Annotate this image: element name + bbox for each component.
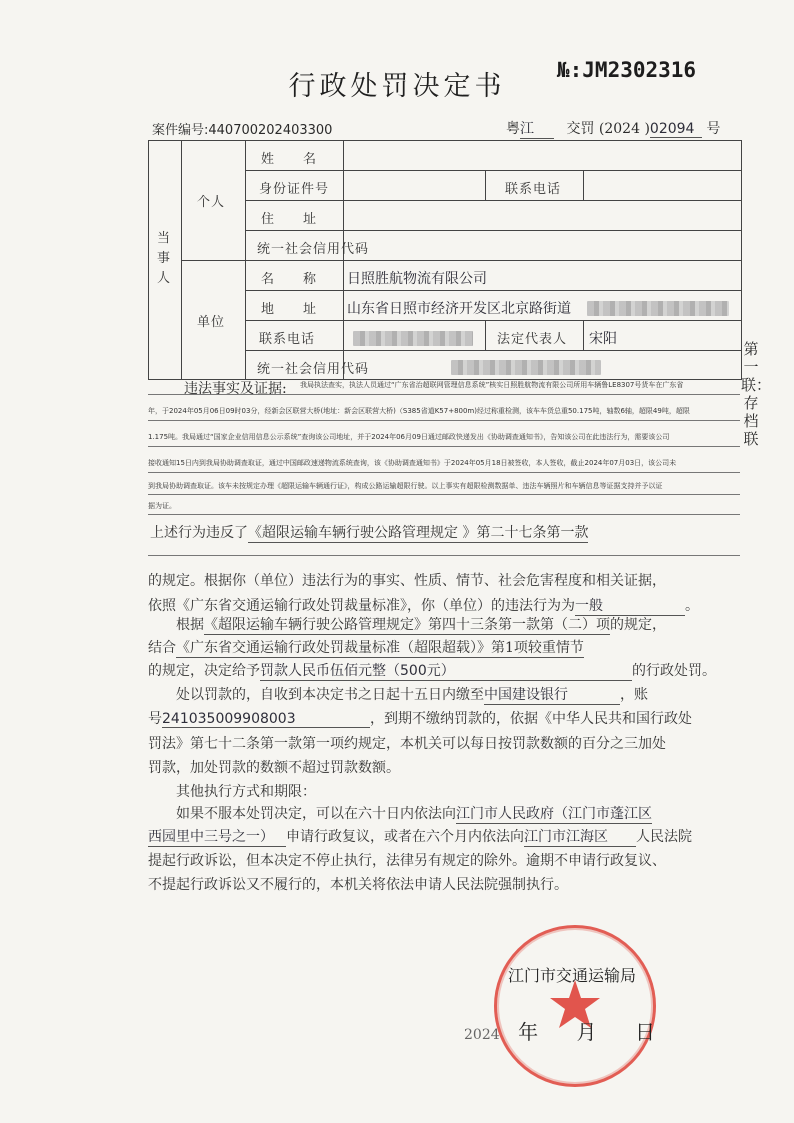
para2-law-2: 《广东省交通运输行政处罚裁量标准（超限超载）》第1项较重情节 — [176, 637, 584, 658]
id-label: 身份证件号 — [259, 182, 330, 197]
para2-law-1: 《超限运输车辆行驶公路管理规定》第四十三条第一款第（二）项 — [204, 614, 610, 635]
ref-type: 交罚 — [566, 121, 595, 137]
para4-line2 — [148, 826, 692, 847]
violated-law: 《超限运输车辆行驶公路管理规定 》第二十七条第一款 — [248, 522, 588, 543]
para2-line3-prefix: 的规定，决定给予 — [148, 663, 260, 679]
official-seal — [494, 925, 656, 1087]
unit-name-value: 日照胜航物流有限公司 — [347, 271, 487, 287]
para1-line1: 的规定。根据你（单位）违法行为的事实、性质、情节、社会危害程度和相关证据， — [148, 573, 666, 589]
ref-prefix: 粤 — [506, 121, 520, 137]
facts-line-6: 据为证。 — [148, 502, 176, 510]
unit-phone-label: 联系电话 — [259, 332, 316, 347]
date-day-char: 日 — [635, 1020, 655, 1044]
legal-rep-label: 法定代表人 — [497, 332, 568, 347]
individual-label: 个人 — [197, 195, 226, 210]
para3-line1-suffix: ，账 — [620, 687, 648, 703]
case-number-value: 440700202403300 — [208, 123, 333, 138]
facts-line-4: 接收通知15日内到我局协助调查取证，通过中国邮政速递物流系统查询，该《协助调查通知书》于2024年05月18日被签收，本人签收，截止2024年07月03日，该公司未 — [148, 459, 677, 467]
payment-account: 241035009908003 — [162, 711, 370, 728]
para2-line3-suffix: 的行政处罚。 — [632, 663, 716, 679]
para2-line1-suffix: 的规定， — [610, 617, 666, 633]
date-year: 2024 — [464, 1027, 500, 1043]
unit-name-label: 名 称 — [261, 272, 318, 287]
para3-line1 — [148, 684, 648, 705]
unit-address-value: 山东省日照市经济开发区北京路街道 — [347, 301, 571, 317]
para4-line3: 提起行政诉讼，但本决定不停止执行，法律另有规定的除外。逾期不申请行政复议、 — [148, 853, 666, 869]
para3-line2 — [148, 708, 692, 728]
facts-line-2: 年，于2024年05月06日09时03分，经新会区联营大桥(地址：新会区联营大桥)（S385省道K57+800m)经过称重检测，该车车货总重50.175吨，轴数6轴，超限49吨，超限 — [148, 407, 690, 415]
document-number: №:JM2302316 — [557, 58, 697, 82]
para3-line4: 罚款，加处罚款的数额不超过罚款数额。 — [148, 760, 400, 776]
para2-line2 — [148, 637, 584, 658]
penalty-amount: 罚款人民币伍佰元整（500元） — [260, 660, 632, 681]
reference-number — [506, 118, 720, 139]
facts-label: 违法事实及证据: — [184, 381, 287, 397]
issuing-authority: 江门市交通运输局 — [508, 966, 637, 985]
phone-label: 联系电话 — [505, 182, 562, 197]
violation-grade: 一般 — [575, 595, 685, 616]
para4-line4: 不提起行政诉讼又不履行的，本机关将依法申请人民法院强制执行。 — [148, 877, 568, 893]
para2-line1 — [148, 614, 666, 635]
case-number — [152, 119, 332, 138]
para2-line3 — [148, 660, 716, 681]
redacted-ucc — [451, 360, 601, 375]
ref-suffix: 号 — [706, 121, 721, 137]
para4-line1-prefix: 如果不服本处罚决定，可以在六十日内依法向 — [148, 806, 456, 822]
party-group-label: 当事人 — [157, 231, 172, 286]
legal-rep-value: 宋阳 — [589, 331, 617, 347]
case-number-label: 案件编号: — [152, 123, 209, 138]
review-authority: 江门市人民政府（江门市蓬江区 — [456, 803, 652, 824]
address-label: 住 址 — [261, 212, 318, 227]
facts-line-3: 1.175吨。我局通过“国家企业信用信息公示系统”查询该公司地址，并于2024年06月09日通过邮政快递发出《协助调查通知书》，告知该公司在此违法行为，需要该公司 — [148, 433, 670, 441]
para3-line1-prefix: 处以罚款的，自收到本决定书之日起十五日内缴至 — [148, 687, 484, 703]
copy-type-label: 第一联：存档联 — [741, 340, 772, 448]
other-execution-label: 其他执行方式和期限： — [148, 784, 316, 800]
para1-line2 — [148, 595, 699, 616]
para3-line3: 罚法》第七十二条第一款第一项约规定，本机关可以每日按罚款数额的百分之三加处 — [148, 736, 666, 752]
para4-line1 — [148, 803, 652, 824]
ref-serial: 02094 — [650, 121, 702, 138]
ucc-label: 统一社会信用代码 — [257, 242, 370, 257]
party-table — [148, 140, 742, 380]
name-label: 姓 名 — [261, 152, 318, 167]
date-month-char: 月 — [576, 1020, 597, 1044]
para1-line2-suffix: 。 — [685, 598, 699, 614]
para4-line2-suffix: 人民法院 — [636, 829, 692, 845]
para1-line2-prefix: 依照《广东省交通运输行政处罚裁量标准》，你（单位）的违法行为为 — [148, 598, 575, 614]
ref-city: 江 — [520, 118, 554, 139]
ref-year: (2024 ) — [598, 121, 650, 137]
date-year-char: 年 — [518, 1020, 539, 1044]
facts-line-5: 到我局协助调查取证。该车未按规定办理《超限运输车辆通行证》，构成公路运输超限行驶。以上事实有超限检测数据单、违法车辆照片和车辆信息等证据支持并予以证 — [148, 482, 663, 490]
payment-bank: 中国建设银行 — [484, 684, 620, 705]
redacted-phone — [353, 331, 473, 346]
para3-line2-prefix: 号 — [148, 711, 162, 727]
issue-date — [464, 1016, 655, 1045]
para3-line2-suffix: ，到期不缴纳罚款的，依据《中华人民共和国行政处 — [370, 711, 692, 727]
review-authority-cont: 西园里中三号之一） — [148, 826, 286, 847]
unit-label: 单位 — [197, 315, 226, 330]
redacted-address — [587, 301, 729, 316]
violation-prefix: 上述行为违反了 — [150, 525, 248, 541]
document-title: 行政处罚决定书 — [288, 71, 506, 102]
para4-line2-mid: 申请行政复议，或者在六个月内依法向 — [286, 829, 524, 845]
facts-line-1: 我局执法查实，执法人员通过“广东省治超联网管理信息系统”核实日照胜航物流有限公司所用车辆鲁LE8307号货车在广东省 — [300, 381, 684, 389]
para2-line1-prefix: 根据 — [148, 617, 204, 633]
unit-ucc-label: 统一社会信用代码 — [257, 362, 370, 377]
unit-address-label: 地 址 — [261, 302, 318, 317]
violation-line — [150, 522, 588, 543]
para2-line2-prefix: 结合 — [148, 640, 176, 656]
court-name: 江门市江海区 — [524, 826, 636, 847]
